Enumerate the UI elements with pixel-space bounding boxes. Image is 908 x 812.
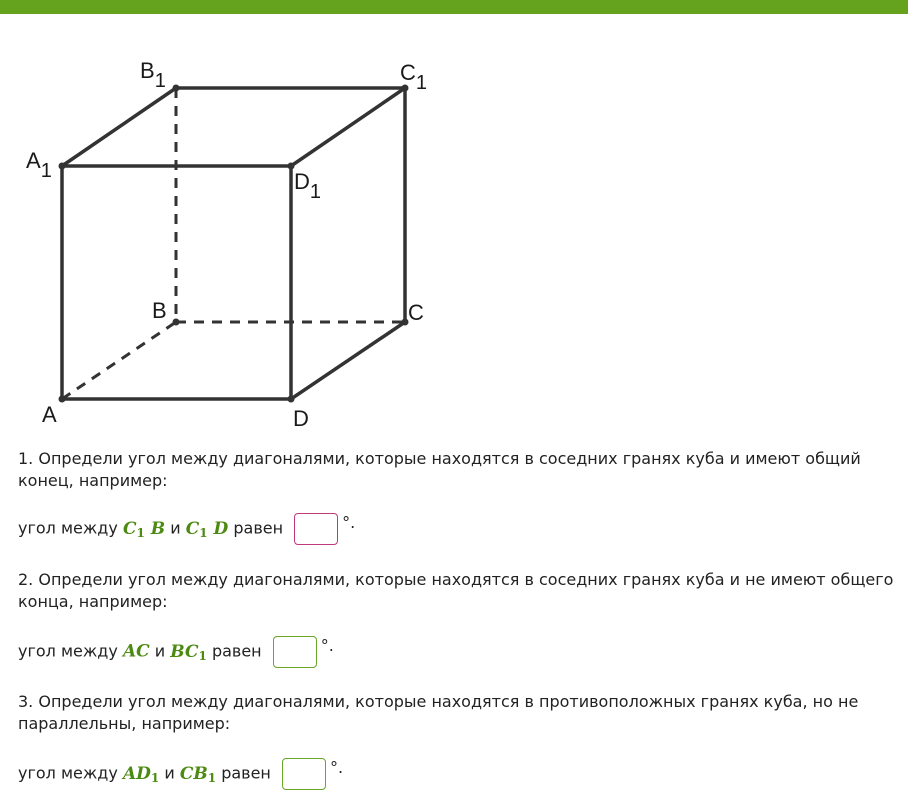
label-b: B [152, 298, 167, 323]
question-2-text: 2. Определи угол между диагоналями, которые находятся в соседних гранях куба и не имеют общего конца, например: [18, 570, 894, 611]
answer-line-1: угол между $C_1$ B и $C_1$ D равен °. [18, 513, 355, 545]
label-d: D [293, 406, 309, 431]
label-a1: A1 [26, 148, 52, 182]
question-1-text: 1. Определи угол между диагоналями, которые находятся в соседних гранях куба и имеют общий конец, например: [18, 449, 861, 490]
edge-a-b-hidden [62, 322, 176, 399]
vertex-b [173, 319, 180, 326]
var-cb1: $CB_1$ [179, 763, 217, 785]
var-ac: AC [122, 641, 150, 662]
answer-line-2: угол между AC и $BC_1$ равен °. [18, 636, 334, 668]
edge-a1-b1 [62, 88, 176, 166]
label-b1: B1 [140, 58, 166, 92]
vertex-a [59, 396, 66, 403]
degree-suffix-1: °. [342, 513, 356, 532]
var-bc1: $BC_1$ [170, 641, 207, 663]
edge-d-c [291, 322, 405, 399]
answer-input-3[interactable] [282, 758, 326, 790]
degree-suffix-3: °. [329, 758, 344, 777]
label-a: A [42, 402, 57, 427]
vertex-d [288, 396, 295, 403]
var-c1d: $C_1$ D [185, 518, 229, 540]
answer-input-2[interactable] [273, 636, 317, 668]
edge-c1-d1 [291, 88, 405, 166]
vertex-a1 [59, 163, 66, 170]
answer-input-1[interactable] [294, 513, 338, 545]
question-3-text: 3. Определи угол между диагоналями, которые находятся в противоположных гранях куба, но не параллельны, например: [18, 692, 859, 733]
vertex-b1 [173, 85, 180, 92]
vertex-c1 [402, 85, 409, 92]
label-c: C [408, 300, 424, 325]
var-c1b: $C_1$ B [122, 518, 166, 540]
degree-suffix-2: °. [320, 636, 334, 655]
cube-diagram [0, 40, 460, 440]
label-d1: D1 [294, 169, 322, 203]
label-c1: C1 [400, 60, 428, 94]
top-bar [0, 0, 908, 14]
var-ad1: $AD_1$ [122, 763, 160, 785]
answer-line-3: угол между $AD_1$ и $CB_1$ равен °. [18, 758, 343, 790]
